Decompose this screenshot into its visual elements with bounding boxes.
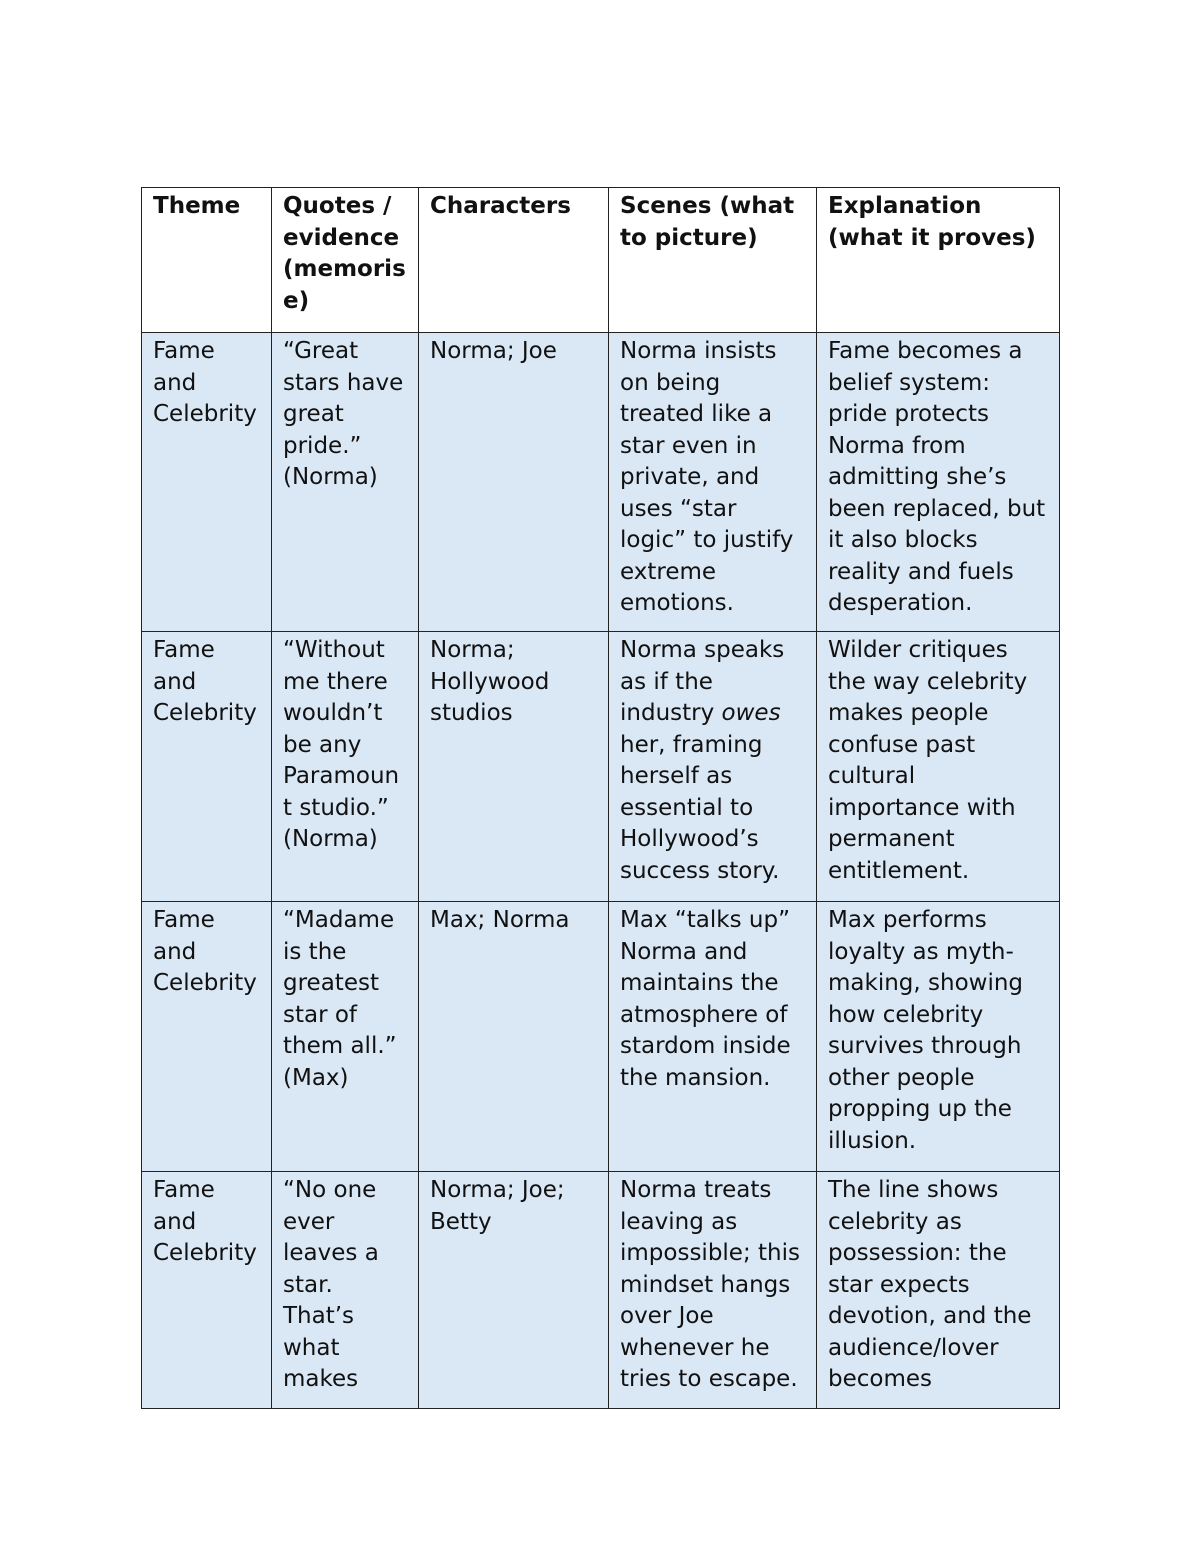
- quote-cell: “Madame is the greatest star of them all.” (Max): [272, 902, 419, 1172]
- characters-cell: Norma; Hollywood studios: [419, 632, 609, 902]
- theme-cell: Fame and Celebrity: [142, 1172, 272, 1409]
- table-row: [142, 333, 1060, 632]
- theme-cell: Fame and Celebrity: [142, 632, 272, 902]
- quote-cell: “No one ever leaves a star. That’s what makes: [272, 1172, 419, 1409]
- theme-cell: Fame and Celebrity: [142, 902, 272, 1172]
- table-row: [142, 902, 1060, 1172]
- scene-text-before: Norma speaks as if the industry: [620, 637, 785, 726]
- characters-cell: Max; Norma: [419, 902, 609, 1172]
- explanation-cell: Wilder critiques the way celebrity makes people confuse past cultural importance with permanent entitlement.: [817, 632, 1060, 902]
- theme-cell: Fame and Celebrity: [142, 333, 272, 632]
- scene-text-emphasis: owes: [721, 700, 781, 726]
- header-scenes: Scenes (what to picture): [609, 188, 817, 333]
- theme-evidence-table: [141, 187, 1060, 1409]
- explanation-cell: The line shows celebrity as possession: the star expects devotion, and the audience/lover becomes: [817, 1172, 1060, 1409]
- scene-cell: Max “talks up” Norma and maintains the atmosphere of stardom inside the mansion.: [609, 902, 817, 1172]
- scene-text-after: her, framing herself as essential to Hollywood’s success story.: [620, 731, 780, 884]
- header-quotes: Quotes / evidence (memorise): [272, 188, 419, 333]
- header-characters: Characters: [419, 188, 609, 333]
- characters-cell: Norma; Joe; Betty: [419, 1172, 609, 1409]
- explanation-cell: Fame becomes a belief system: pride protects Norma from admitting she’s been replaced, but it also blocks reality and fuels desperation.: [817, 333, 1060, 632]
- table-row: [142, 1172, 1060, 1409]
- scene-cell: Norma treats leaving as impossible; this mindset hangs over Joe whenever he tries to escape.: [609, 1172, 817, 1409]
- quote-cell: “Without me there wouldn’t be any Paramount studio.” (Norma): [272, 632, 419, 902]
- explanation-cell: Max performs loyalty as myth-making, showing how celebrity survives through other people propping up the illusion.: [817, 902, 1060, 1172]
- quote-cell: “Great stars have great pride.” (Norma): [272, 333, 419, 632]
- header-explanation: Explanation (what it proves): [817, 188, 1060, 333]
- table-header-row: [142, 188, 1060, 333]
- header-theme: Theme: [142, 188, 272, 333]
- scene-cell: Norma insists on being treated like a star even in private, and uses “star logic” to justify extreme emotions.: [609, 333, 817, 632]
- scene-cell: [609, 632, 817, 902]
- characters-cell: Norma; Joe: [419, 333, 609, 632]
- table-row: [142, 632, 1060, 902]
